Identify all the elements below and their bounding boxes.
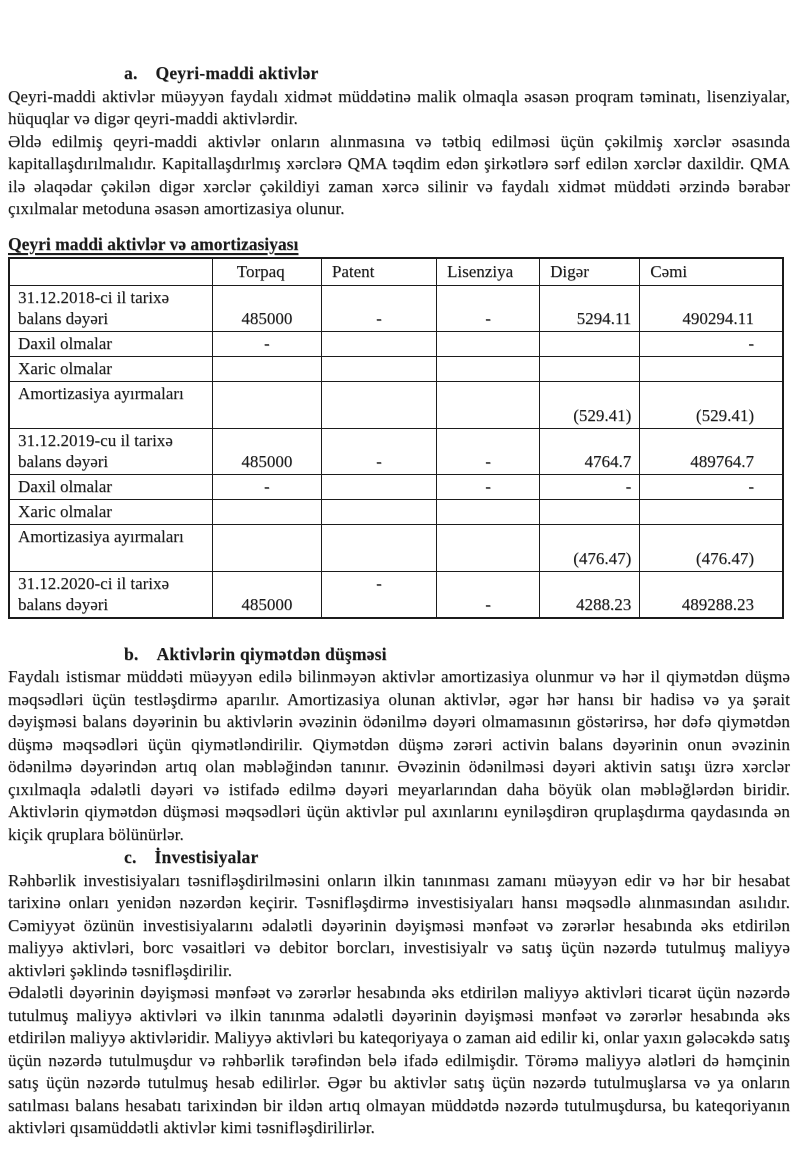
table-row — [9, 356, 783, 381]
section-b-title: Aktivlərin qiymətdən düşməsi — [156, 643, 387, 664]
value-cell: 485000 — [212, 285, 321, 331]
value-cell: - — [321, 571, 436, 618]
value-cell: 489288.23 — [640, 571, 783, 618]
value-cell: - — [640, 474, 783, 499]
column-header: Patent — [321, 258, 436, 286]
value-cell: (476.47) — [540, 524, 640, 571]
value-cell: (529.41) — [540, 381, 640, 428]
value-cell: (529.41) — [640, 381, 783, 428]
value-cell — [640, 356, 783, 381]
value-cell: 485000 — [212, 571, 321, 618]
section-c-paragraph-1: Rəhbərlik investisiyaları təsnifləşdirilməsini onların ilkin tanınması zamanı müəyyən edir və hər bir hesabat tarixinə onları yenidən nəzərdən keçirir. Təsnifləşdirmə investisiyaları hansı məqsədlə alınmasından asılıdır. Cəmiyyət özünün investisiyalarını ədalətli dəyərinin dəyişməsi mənfəət və zərərlər hesabında əks etdirilən maliyyə aktivləri, borc vəsaitləri və debitor borcları, investisiyalr və satış üçün nəzərdə tutulmuş maliyyə aktivləri şəklində təsnifləşdirilir. — [8, 870, 790, 980]
section-a-number: a. — [124, 63, 138, 83]
value-cell — [321, 499, 436, 524]
value-cell — [540, 499, 640, 524]
section-a-paragraph-2: Əldə edilmiş qeyri-maddi aktivlər onların alınmasına və tətbiq edilməsi üçün çəkilmiş xərclər əsasında kapitallaşdırılmalıdır. Kapitallaşdırlmış xərclərə QMA təqdim edən şirkətlərə sərf edilən xərclər daxildir. QMA ilə əlaqədar çəkilən digər xərclər çəkildiyi zaman xərcə silinir və faydalı xidmət müddəti ərzində bərabər çıxılmalar metoduna əsasən amortizasiya olunur. — [8, 131, 790, 218]
column-header: Torpaq — [212, 258, 321, 286]
row-label-cell: Amortizasiya ayırmaları — [9, 524, 212, 571]
section-c-title: İnvestisiyalar — [154, 847, 259, 867]
table-row — [9, 285, 783, 331]
value-cell — [321, 474, 436, 499]
section-c-paragraph-2: Ədalətli dəyərinin dəyişməsi mənfəət və zərərlər hesabında əks etdirilən maliyyə aktivləri ticarət üçün nəzərdə tutulmuş maliyyə aktivləri və ilkin tanınma ədalətli dəyərinin dəyişməsi mənfəət və zərərlər hesabında əks etdirilən maliyyə aktivləridir. Maliyyə aktivləri bu kateqoriyaya o zaman aid edilir ki, onlar yaxın gələcəkdə satış üçün nəzərdə tutulmuşdur və rəhbərlik tərəfindən belə ifadə edilmişdir. Törəmə maliyyə alətləri də həmçinin satış üçün nəzərdə tutulmuş hesab edilirlər. Əgər bu aktivlər satış üçün nəzərdə tutulmuşlarsa və ya onların satılması balans hesabatı tarixindən bir ildən artıq olmayan müddətdə nəzərdə tutulmuşdursa, bu kateqoriyanın aktivləri qısamüddətli aktivlər kimi təsnifləşdirilirlər. — [8, 983, 790, 1137]
column-header: Cəmi — [640, 258, 783, 286]
value-cell — [437, 331, 540, 356]
value-cell — [321, 331, 436, 356]
table-row — [9, 474, 783, 499]
value-cell — [212, 499, 321, 524]
table-row — [9, 331, 783, 356]
value-cell: - — [212, 474, 321, 499]
value-cell — [321, 524, 436, 571]
value-cell — [437, 524, 540, 571]
value-cell: - — [437, 428, 540, 474]
value-cell: - — [321, 285, 436, 331]
column-header — [9, 258, 212, 286]
table-header-row — [9, 258, 783, 286]
value-cell: - — [321, 428, 436, 474]
row-label-cell: 31.12.2019-cu il tarixə balans dəyəri — [9, 428, 212, 474]
row-label-cell: 31.12.2018-ci il tarixə balans dəyəri — [9, 285, 212, 331]
value-cell: - — [540, 474, 640, 499]
column-header: Lisenziya — [437, 258, 540, 286]
table-row — [9, 428, 783, 474]
value-cell: - — [437, 474, 540, 499]
section-c-heading — [124, 846, 790, 869]
value-cell — [540, 356, 640, 381]
section-c-number: c. — [124, 847, 137, 867]
table-row — [9, 499, 783, 524]
value-cell — [640, 499, 783, 524]
row-label-cell: Xaric olmalar — [9, 356, 212, 381]
value-cell — [437, 356, 540, 381]
value-cell: 5294.11 — [540, 285, 640, 331]
value-cell: 485000 — [212, 428, 321, 474]
value-cell: (476.47) — [640, 524, 783, 571]
section-b-paragraph-1: Faydalı istismar müddəti müəyyən edilə bilinməyən aktivlər amortizasiya olunmur və hər il qiymətdən düşmə məqsədləri üçün testləşdirmə aparılır. Amortizasiya olunan aktivlər, əgər hər hansı bir hadisə və ya şərait dəyişməsi balans dəyərinin bu aktivlərin əvəzinin ödənilmə dəyəri olmamasının göstərirsə, hər dəfə qiymətdən düşmə məqsədləri üçün qiymətləndirilir. Qiymətdən düşmə zərəri activin balans dəyərinin onun əvəzinin ödənilmə dəyərindən artıq olan məbləğindən tanınır. Əvəzinin ödənilməsi dəyəri aktivin satışı üzrə xərclər çıxılmaqla ədalətli dəyəri və istifadə edilmə dəyəri meyarlarından daha böyük olan məbləğlərdən biridir. Aktivlərin qiymətdən düşməsi məqsədləri üçün aktivlər pul axınlarını eyniləşdirən qruplaşdırma qaydasında ən kiçik qruplara bölünürlər. — [8, 667, 790, 844]
table-body — [9, 285, 783, 618]
table-row — [9, 524, 783, 571]
value-cell: - — [437, 285, 540, 331]
row-label-cell: Xaric olmalar — [9, 499, 212, 524]
table-row — [9, 381, 783, 428]
value-cell — [540, 331, 640, 356]
value-cell — [321, 381, 436, 428]
value-cell: 490294.11 — [640, 285, 783, 331]
table-title: Qeyri maddi aktivlər və amortizasiyası — [8, 233, 299, 254]
section-b-number: b. — [124, 643, 139, 664]
value-cell: - — [640, 331, 783, 356]
value-cell: - — [212, 331, 321, 356]
intangible-assets-table — [8, 257, 784, 619]
value-cell: 4288.23 — [540, 571, 640, 618]
value-cell — [212, 356, 321, 381]
value-cell — [212, 524, 321, 571]
table-row — [9, 571, 783, 618]
row-label-cell: Daxil olmalar — [9, 331, 212, 356]
section-a-paragraph-1: Qeyri-maddi aktivlər müəyyən faydalı xidmət müddətinə malik olmaqla əsasən proqram təminatı, lisenziyalar, hüquqlar və digər qeyri-maddi aktivlərdir. — [8, 86, 790, 128]
row-label-cell: Daxil olmalar — [9, 474, 212, 499]
section-b-heading — [124, 643, 790, 666]
value-cell — [212, 381, 321, 428]
value-cell — [437, 381, 540, 428]
value-cell — [437, 499, 540, 524]
value-cell: 4764.7 — [540, 428, 640, 474]
column-header: Digər — [540, 258, 640, 286]
value-cell: 489764.7 — [640, 428, 783, 474]
section-a-heading — [124, 62, 790, 85]
value-cell — [321, 356, 436, 381]
section-a-title: Qeyri-maddi aktivlər — [155, 63, 319, 83]
row-label-cell: Amortizasiya ayırmaları — [9, 381, 212, 428]
value-cell: - — [437, 571, 540, 618]
row-label-cell: 31.12.2020-ci il tarixə balans dəyəri — [9, 571, 212, 618]
